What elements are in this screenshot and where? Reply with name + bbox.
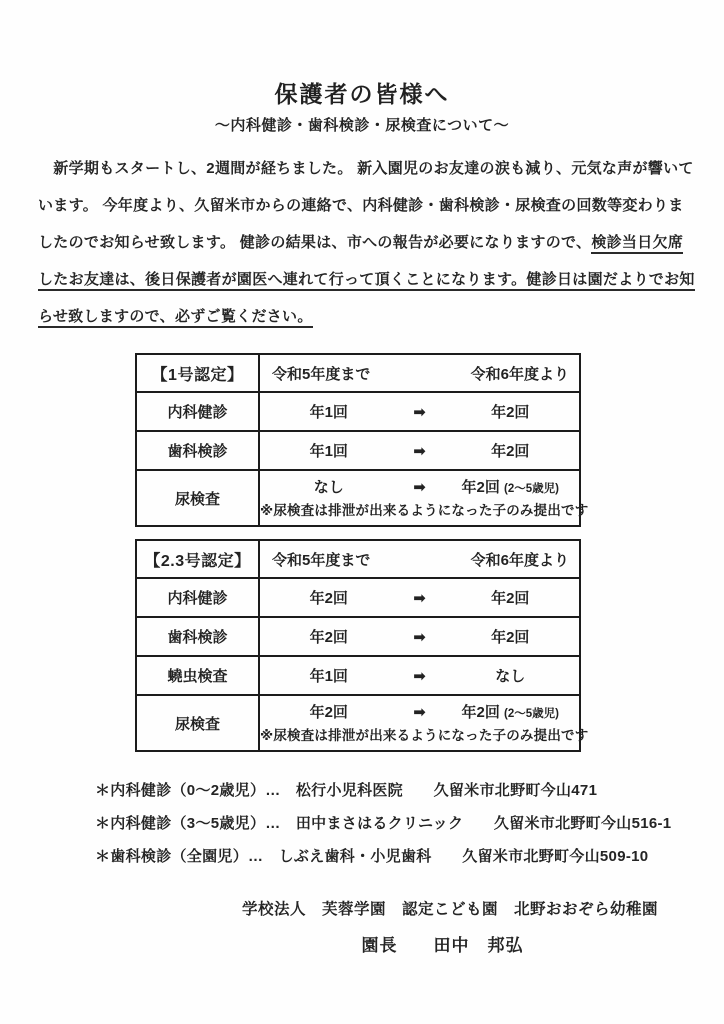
arrow-right-icon: ➡ [413, 478, 426, 496]
table-row [136, 656, 580, 695]
underlined-text: らせ致しますので、必ずご覧ください。 [38, 308, 313, 328]
table-row [136, 392, 580, 431]
age-range-suffix: (2〜5歳児) [504, 708, 559, 720]
page-title: 保護者の皆様へ [274, 81, 450, 107]
value-before: 年2回 [309, 629, 348, 646]
value-after: 年2回 [491, 629, 530, 646]
arrow-right-icon: ➡ [413, 442, 426, 460]
row-label: 蟯虫検査 [136, 656, 259, 695]
row-label: 尿検査 [136, 470, 259, 526]
table-title: 【1号認定】 [136, 354, 259, 392]
value-before: 年1回 [309, 443, 348, 460]
row-label: 内科健診 [136, 578, 259, 617]
table-row [136, 617, 580, 656]
paragraph-line-2: います。 今年度より、久留米市からの連絡で、内科健診・歯科検診・尿検査の回数等変わりま [38, 197, 684, 214]
underlined-text: したお友達は、後日保護者が園医へ連れて行って頂くことになります。健診日は園だよりでお知 [38, 271, 695, 291]
underlined-text: 検診当日欠席 [591, 234, 683, 254]
arrow-right-icon: ➡ [413, 703, 426, 721]
row-label: 尿検査 [136, 695, 259, 751]
arrow-right-icon: ➡ [413, 628, 426, 646]
table-row [136, 431, 580, 470]
paragraph-line-5 [38, 298, 682, 335]
clinic-notes [95, 774, 724, 873]
clinic-note-2: ＊内科健診（3〜5歳児）… 田中まさはるクリニック 久留米市北野町今山516-1 [95, 815, 672, 832]
row-label: 内科健診 [136, 392, 259, 431]
paragraph-line-4 [38, 261, 695, 298]
value-after: なし [495, 668, 526, 685]
arrow-right-icon: ➡ [413, 667, 426, 685]
row-label: 歯科検診 [136, 617, 259, 656]
clinic-note-3: ＊歯科検診（全園児）… しぶえ歯科・小児歯科 久留米市北野町今山509-10 [95, 848, 649, 865]
value-before: 年1回 [309, 404, 348, 421]
age-range-suffix: (2〜5歳児) [504, 483, 559, 495]
table-nintei-2-3 [135, 539, 589, 752]
table-nintei-1 [135, 353, 589, 527]
table-row [136, 470, 580, 526]
table-title: 【2.3号認定】 [136, 540, 259, 578]
school-name: 学校法人 芙蓉学園 認定こども園 北野おおぞら幼稚園 [241, 901, 658, 918]
value-before: 年1回 [309, 668, 348, 685]
page-subtitle: 〜内科健診・歯科検診・尿検査について〜 [214, 117, 510, 134]
column-before-label: 令和5年度まで [272, 365, 371, 383]
value-before: なし [313, 479, 344, 496]
value-after: 年2回 [491, 590, 530, 607]
principal-name: 園長 田中 邦弘 [361, 936, 524, 955]
urine-test-note: ※尿検査は排泄が出来るようになった子のみ提出です [260, 503, 589, 518]
column-after-label: 令和6年度より [470, 551, 569, 569]
value-before: 年2回 [309, 704, 348, 721]
table-header-row [136, 354, 580, 392]
row-label: 歯科検診 [136, 431, 259, 470]
value-after: 年2回 (2〜5歳児) [461, 704, 559, 721]
column-before-label: 令和5年度まで [272, 551, 371, 569]
value-before: 年2回 [309, 590, 348, 607]
table-row [136, 578, 580, 617]
table-header-row [136, 540, 580, 578]
body-paragraph [38, 150, 695, 335]
urine-test-note: ※尿検査は排泄が出来るようになった子のみ提出です [260, 728, 589, 743]
value-after: 年2回 [491, 404, 530, 421]
paragraph-line-1: 新学期もスタートし、2週間が経ちました。 新入園児のお友達の涙も減り、元気な声が響いて [38, 160, 694, 177]
column-after-label: 令和6年度より [470, 365, 569, 383]
value-after: 年2回 [491, 443, 530, 460]
arrow-right-icon: ➡ [413, 589, 426, 607]
paragraph-line-3: したのでお知らせ致します。 健診の結果は、市への報告が必要になりますので、検診当日欠席 [38, 224, 682, 261]
clinic-note-1: ＊内科健診（0〜2歳児）… 松行小児科医院 久留米市北野町今山471 [95, 782, 598, 799]
arrow-right-icon: ➡ [413, 403, 426, 421]
table-row [136, 695, 580, 751]
value-after: 年2回 (2〜5歳児) [461, 479, 559, 496]
